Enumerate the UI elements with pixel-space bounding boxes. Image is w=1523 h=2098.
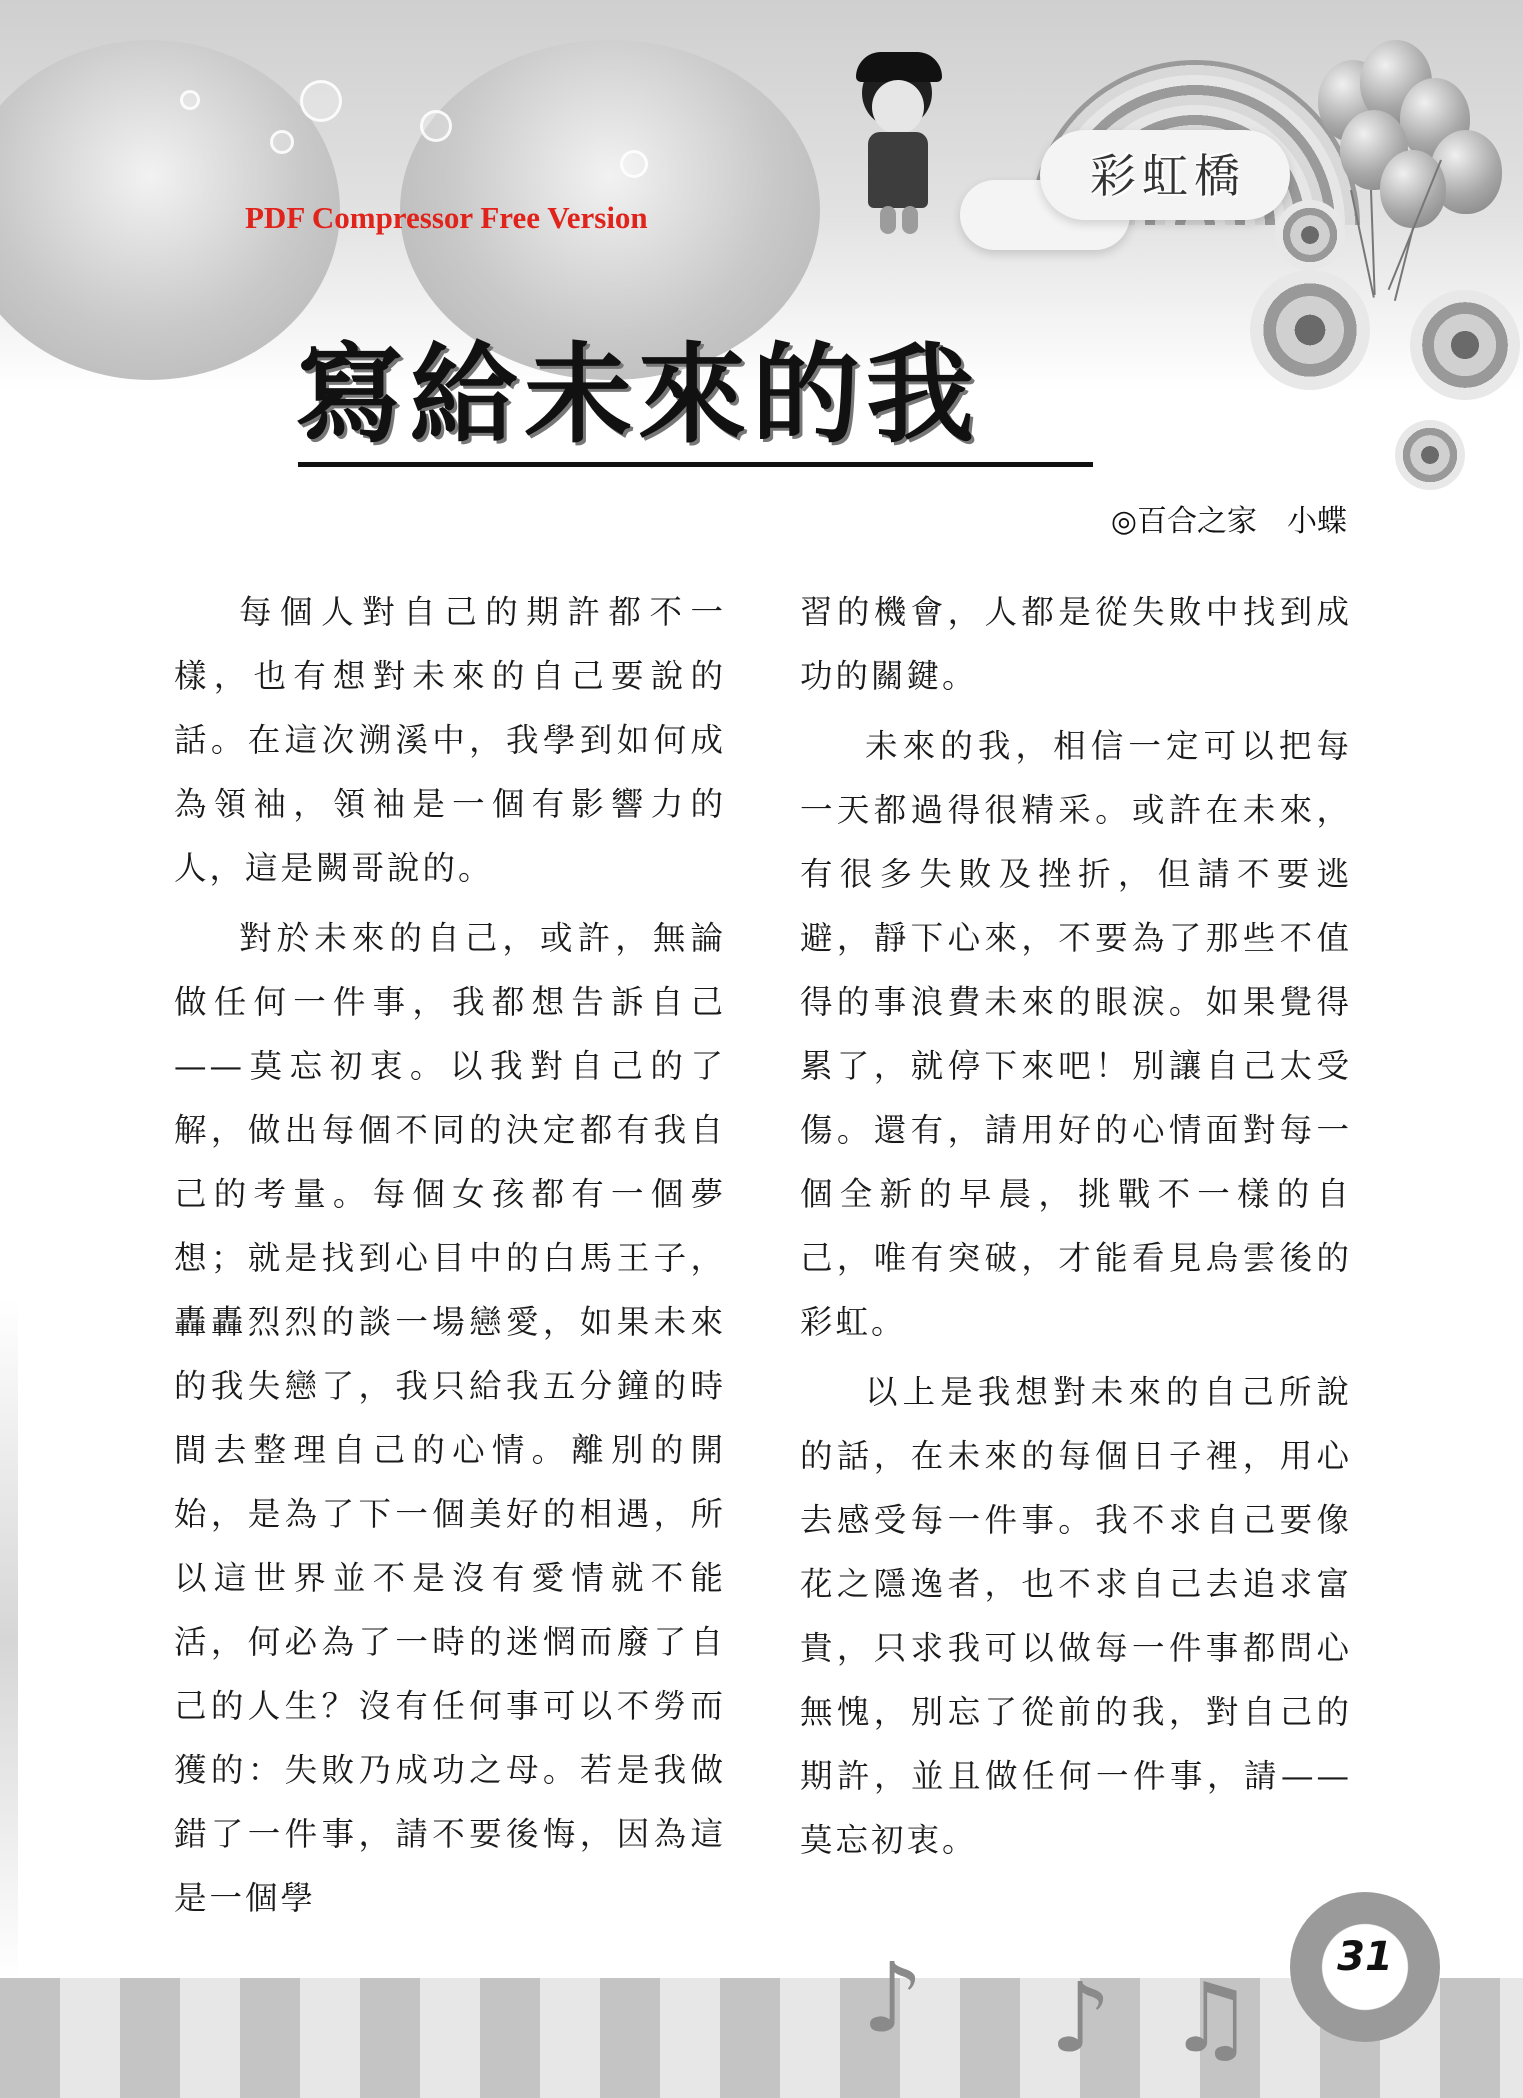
music-note-icon: ♪ bbox=[1050, 1962, 1112, 2074]
target-ring-icon bbox=[1410, 290, 1520, 400]
paragraph: 習的機會，人都是從失敗中找到成功的關鍵。 bbox=[800, 593, 1352, 695]
footer-stripes bbox=[0, 1978, 1523, 2098]
page-number: 31 bbox=[1337, 1934, 1393, 1980]
section-label: 彩虹橋 bbox=[1090, 149, 1246, 203]
bubble-icon bbox=[420, 110, 452, 142]
page-title: 寫給未來的我 bbox=[296, 333, 981, 458]
music-note-icon: ♪ bbox=[862, 1942, 924, 2054]
article-column-right bbox=[800, 580, 1352, 1878]
bubble-icon bbox=[620, 150, 648, 178]
paragraph: 未來的我，相信一定可以把每一天都過得很精采。或許在未來，有很多失敗及挫折，但請不要逃避，靜下心來，不要為了那些不值得的事浪費未來的眼淚。如果覺得累了，就停下來吧！別讓自己太受傷。還有，請用好的心情面對每一個全新的早晨，挑戰不一樣的自己，唯有突破，才能看見烏雲後的彩虹。 bbox=[800, 727, 1352, 1341]
bubble-icon bbox=[270, 130, 294, 154]
paragraph: 對於未來的自己，或許，無論做任何一件事，我都想告訴自己——莫忘初衷。以我對自己的了解，做出每個不同的決定都有我自己的考量。每個女孩都有一個夢想；就是找到心目中的白馬王子，轟轟烈烈的談一場戀愛，如果未來的我失戀了，我只給我五分鐘的時間去整理自己的心情。離別的開始，是為了下一個美好的相遇，所以這世界並不是沒有愛情就不能活，何必為了一時的迷惘而廢了自己的人生？沒有任何事可以不勞而獲的：失敗乃成功之母。若是我做錯了一件事，請不要後悔，因為這是一個學 bbox=[174, 919, 726, 1917]
target-ring-icon bbox=[1250, 270, 1370, 390]
paragraph: 每個人對自己的期許都不一樣，也有想對未來的自己要說的話。在這次溯溪中，我學到如何成為領袖，領袖是一個有影響力的人，這是闕哥說的。 bbox=[174, 593, 726, 887]
target-ring-icon bbox=[1395, 420, 1465, 490]
left-edge-decoration bbox=[0, 1300, 18, 1980]
bubble-icon bbox=[300, 80, 342, 122]
paragraph: 以上是我想對未來的自己所說的話，在未來的每個日子裡，用心去感受每一件事。我不求自己要像花之隱逸者，也不求自己去追求富貴，只求我可以做每一件事都問心無愧，別忘了從前的我，對自己的期許，並且做任何一件事，請——莫忘初衷。 bbox=[800, 1373, 1352, 1859]
title-underline bbox=[298, 462, 1093, 467]
article-column-left bbox=[174, 580, 726, 1936]
author-byline: ◎百合之家 小蝶 bbox=[1110, 504, 1347, 539]
bubble-icon bbox=[180, 90, 200, 110]
music-note-icon: ♫ bbox=[1168, 1962, 1255, 2074]
watermark-text: PDF Compressor Free Version bbox=[245, 200, 648, 235]
target-ring-icon bbox=[1275, 200, 1345, 270]
header-decoration bbox=[0, 0, 1523, 390]
